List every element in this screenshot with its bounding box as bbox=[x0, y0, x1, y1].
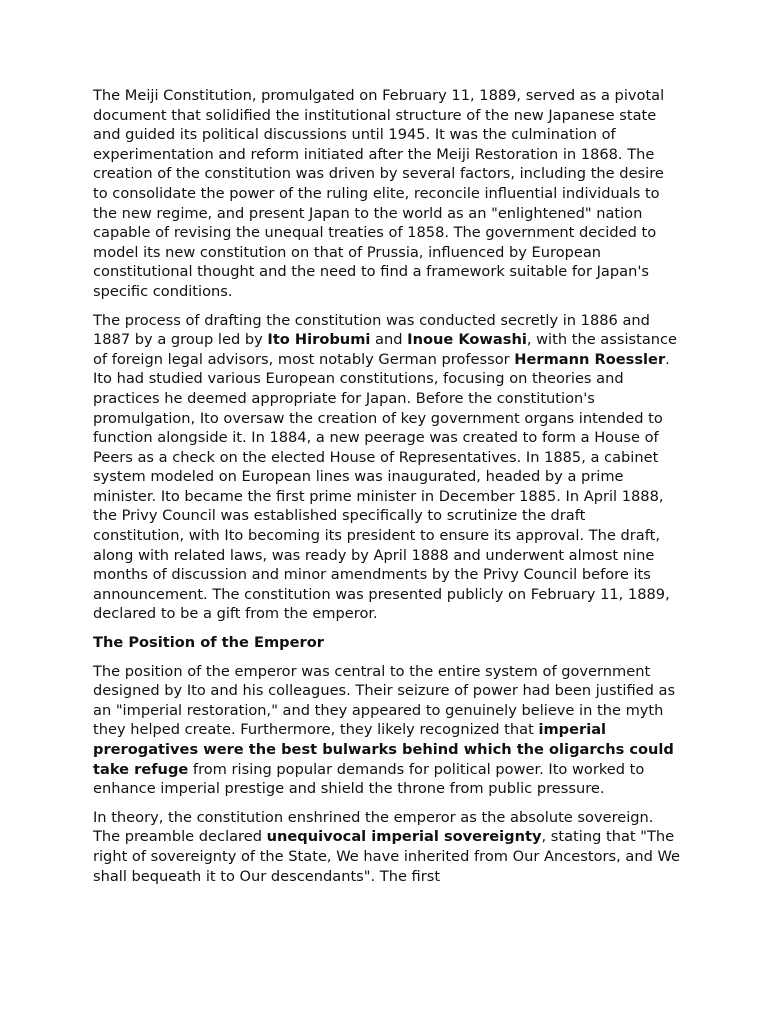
text-run: The position of the emperor was central to the entire system of government designed by Ito and his colleagues. Their seizure of power had been justified as an "imperial restoration," and they appeared to genuinely believe in the myth they helped create. Furthermore, they likely recognized that bbox=[93, 662, 676, 739]
paragraph-drafting bbox=[93, 311, 681, 625]
text-run: , with the assistance of foreign legal advisors, most notably German professor bbox=[93, 331, 678, 368]
bold-name-hermann-roessler: Hermann Roessler bbox=[514, 350, 666, 368]
text-run: from rising popular demands for political power. Ito worked to enhance imperial prestige and shield the throne from public pressure. bbox=[93, 760, 645, 798]
text-run: and bbox=[370, 331, 408, 349]
paragraph-intro: The Meiji Constitution, promulgated on February 11, 1889, served as a pivotal document that solidified the institutional structure of the new Japanese state and guided its political discussions until 1945. It was the culmination of experimentation and reform initiated after the Meiji Restoration in 1868. The creation of the constitution was driven by several factors, including the desire to consolidate the power of the ruling elite, reconcile influential individuals to the new regime, and present Japan to the world as an "enlightened" nation capable of revising the unequal treaties of 1858. The government decided to model its new constitution on that of Prussia, influenced by European constitutional thought and the need to find a framework suitable for Japan's specific conditions. bbox=[93, 87, 665, 300]
section-heading: The Position of the Emperor bbox=[93, 634, 324, 652]
paragraph-sovereignty bbox=[93, 808, 681, 886]
text-run: In theory, the constitution enshrined the emperor as the absolute sovereign. The preamble declared bbox=[93, 808, 654, 846]
text-run: . Ito had studied various European constitutions, focusing on theories and practices he deemed appropriate for Japan. Before the constitution's promulgation, Ito oversaw the creation of key government organs intended to function alongside it. In 1884, a new peerage was created to form a House of Peers as a check on the elected House of Representatives. In 1885, a cabinet system modeled on European lines was inaugurated, headed by a prime minister. Ito became the first prime minister in December 1885. In April 1888, the Privy Council was established specifically to scrutinize the draft constitution, with Ito becoming its president to ensure its approval. The draft, along with related laws, was ready by April 1888 and underwent almost nine months of discussion and minor amendments by the Privy Council before its announcement. The constitution was presented publicly on February 11, 1889, declared to be a gift from the emperor. bbox=[93, 350, 670, 623]
bold-name-inoue-kowashi: Inoue Kowashi bbox=[407, 331, 527, 349]
document-page bbox=[93, 86, 681, 895]
bold-phrase-imperial-prerogatives: imperial prerogatives were the best bulwarks behind which the oligarchs could take refuge bbox=[93, 721, 674, 778]
text-run: , stating that "The right of sovereignty of the State, We have inherited from Our Ancestors, and We shall bequeath it to Our descendants". The first bbox=[93, 828, 681, 885]
text-run: The process of drafting the constitution was conducted secretly in 1886 and 1887 by a group led by bbox=[93, 311, 650, 349]
bold-phrase-imperial-sovereignty: unequivocal imperial sovereignty bbox=[266, 828, 542, 846]
paragraph-emperor-position bbox=[93, 662, 681, 799]
bold-name-ito-hirobumi: Ito Hirobumi bbox=[267, 331, 371, 349]
